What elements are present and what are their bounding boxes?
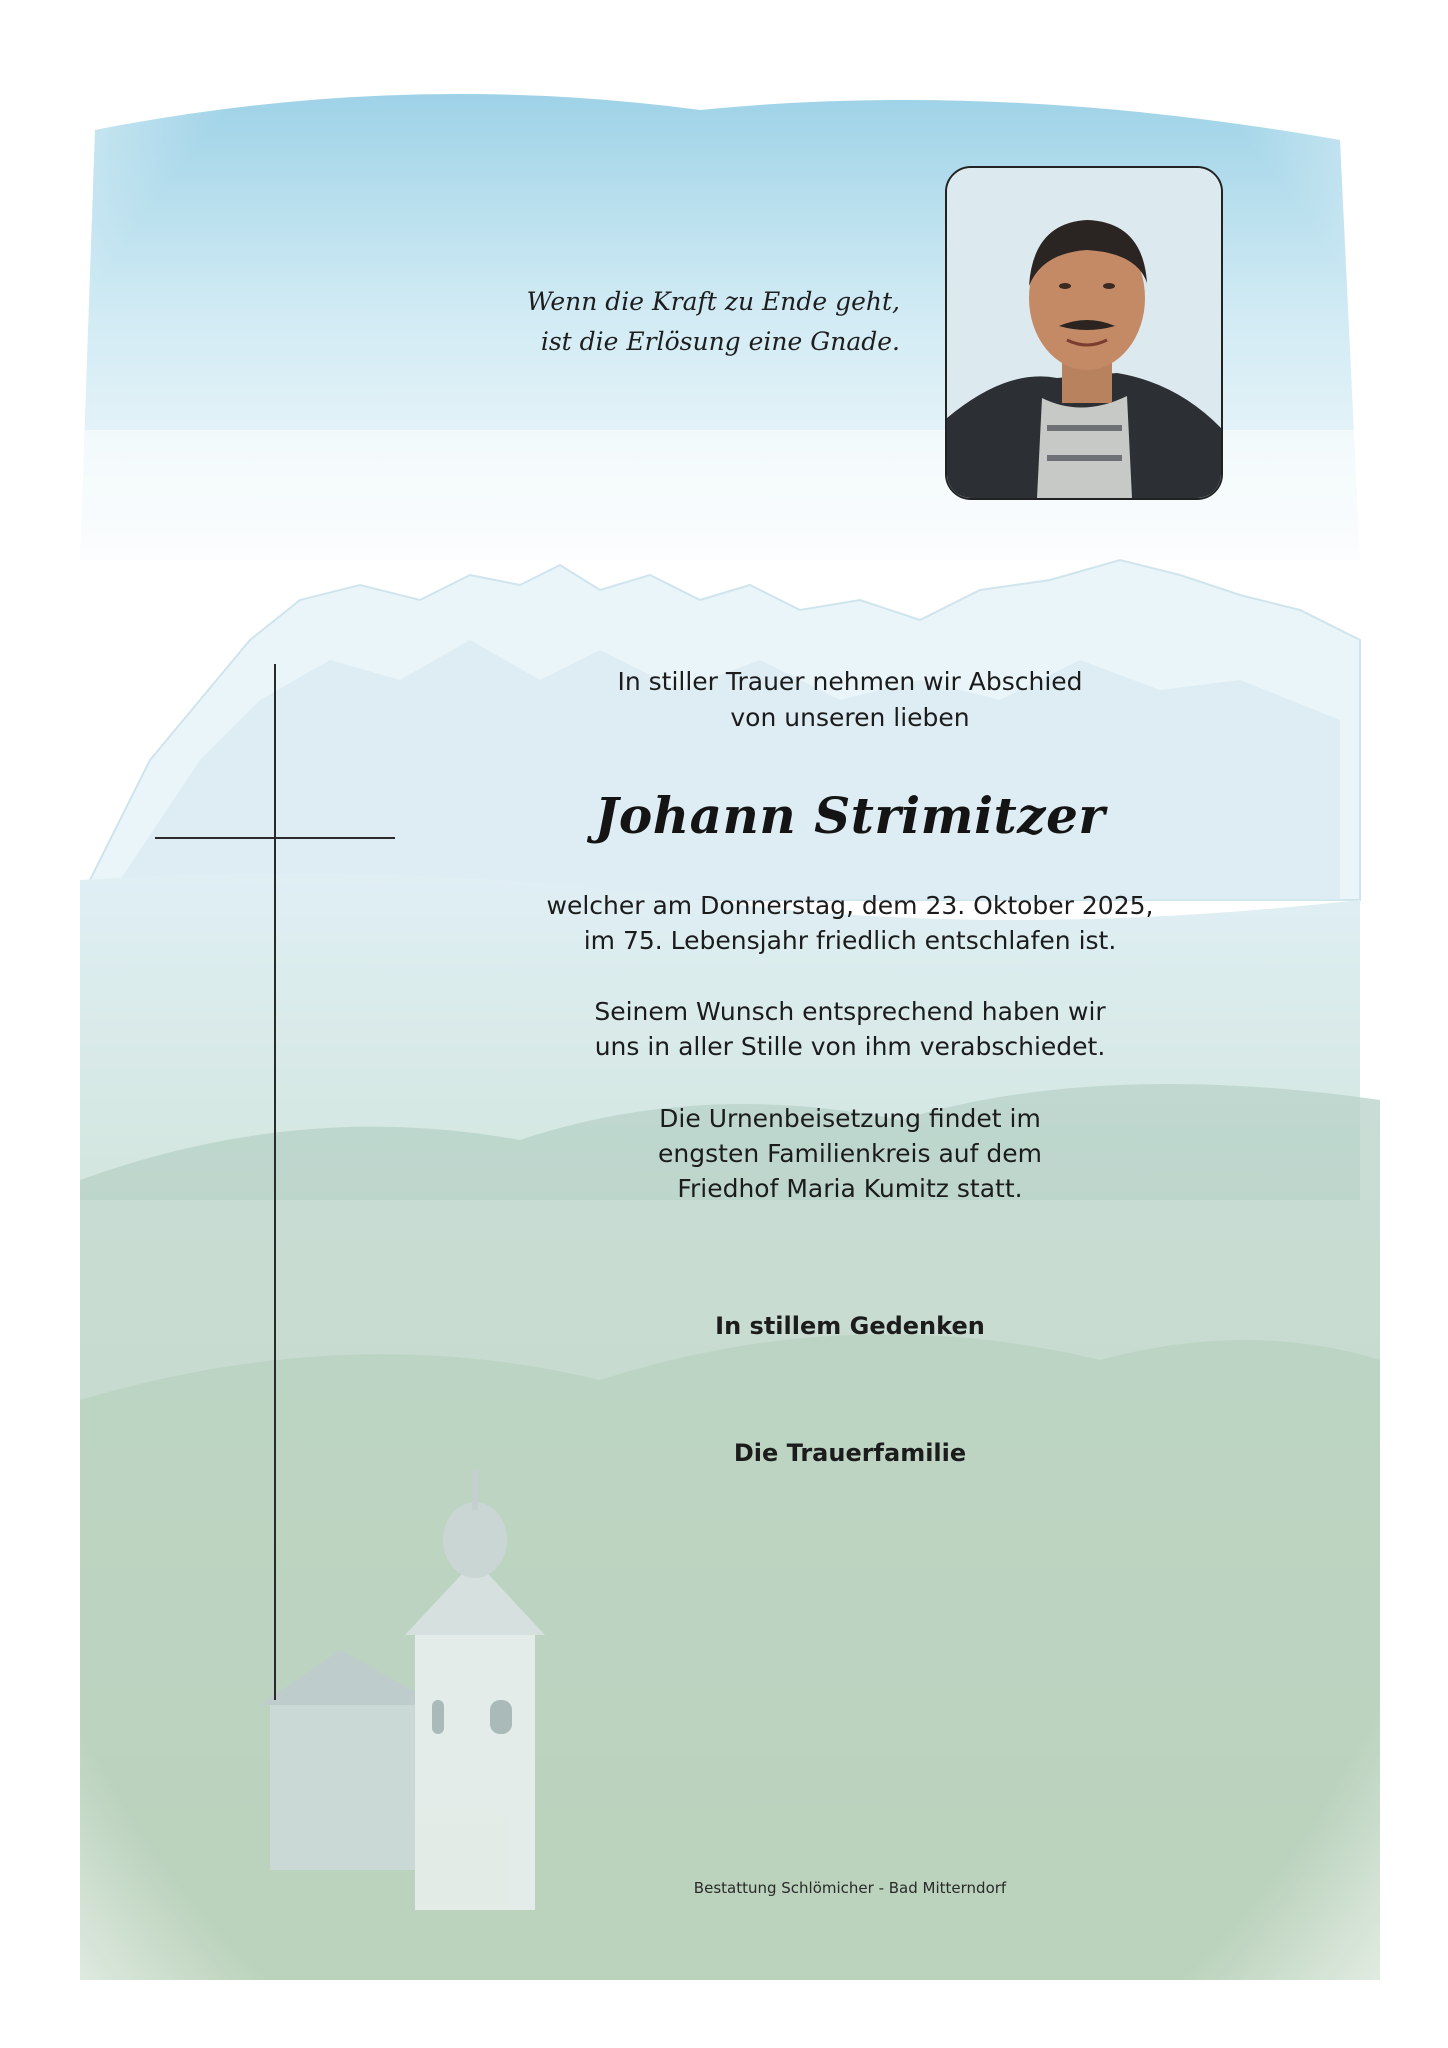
cross-vertical-bar [274, 664, 276, 1700]
burial-info [455, 1101, 1245, 1206]
death-notice-line-1: welcher am Donnerstag, dem 23. Oktober 2025, [546, 891, 1154, 920]
burial-line-1: Die Urnenbeisetzung findet im [659, 1104, 1041, 1133]
farewell-line-2: uns in aller Stille von ihm verabschiedet. [594, 1032, 1106, 1061]
quote-line-1: Wenn die Kraft zu Ende geht, [526, 287, 900, 316]
quote-line-2: ist die Erlösung eine Gnade. [540, 327, 900, 356]
intro-line-1: In stiller Trauer nehmen wir Abschied [617, 667, 1083, 696]
farewell-line-1: Seinem Wunsch entsprechend haben wir [594, 997, 1106, 1026]
death-notice-line-2: im 75. Lebensjahr friedlich entschlafen ist. [583, 926, 1117, 955]
remembrance-line: In stillem Gedenken [715, 1312, 985, 1340]
death-notice [455, 888, 1245, 958]
undertaker-footer: Bestattung Schlömicher - Bad Mitterndorf [693, 1879, 1007, 1897]
farewell-text [455, 994, 1245, 1064]
burial-line-3: Friedhof Maria Kumitz statt. [677, 1174, 1023, 1203]
family-signature: Die Trauerfamilie [733, 1439, 967, 1467]
burial-line-2: engsten Familienkreis auf dem [658, 1139, 1042, 1168]
portrait-photo [945, 166, 1223, 500]
cross-horizontal-bar [155, 837, 395, 839]
memorial-quote [430, 282, 900, 362]
intro-line-2: von unseren lieben [730, 703, 970, 732]
intro-text [455, 664, 1245, 736]
deceased-name: Johann Strimitzer [594, 786, 1106, 845]
